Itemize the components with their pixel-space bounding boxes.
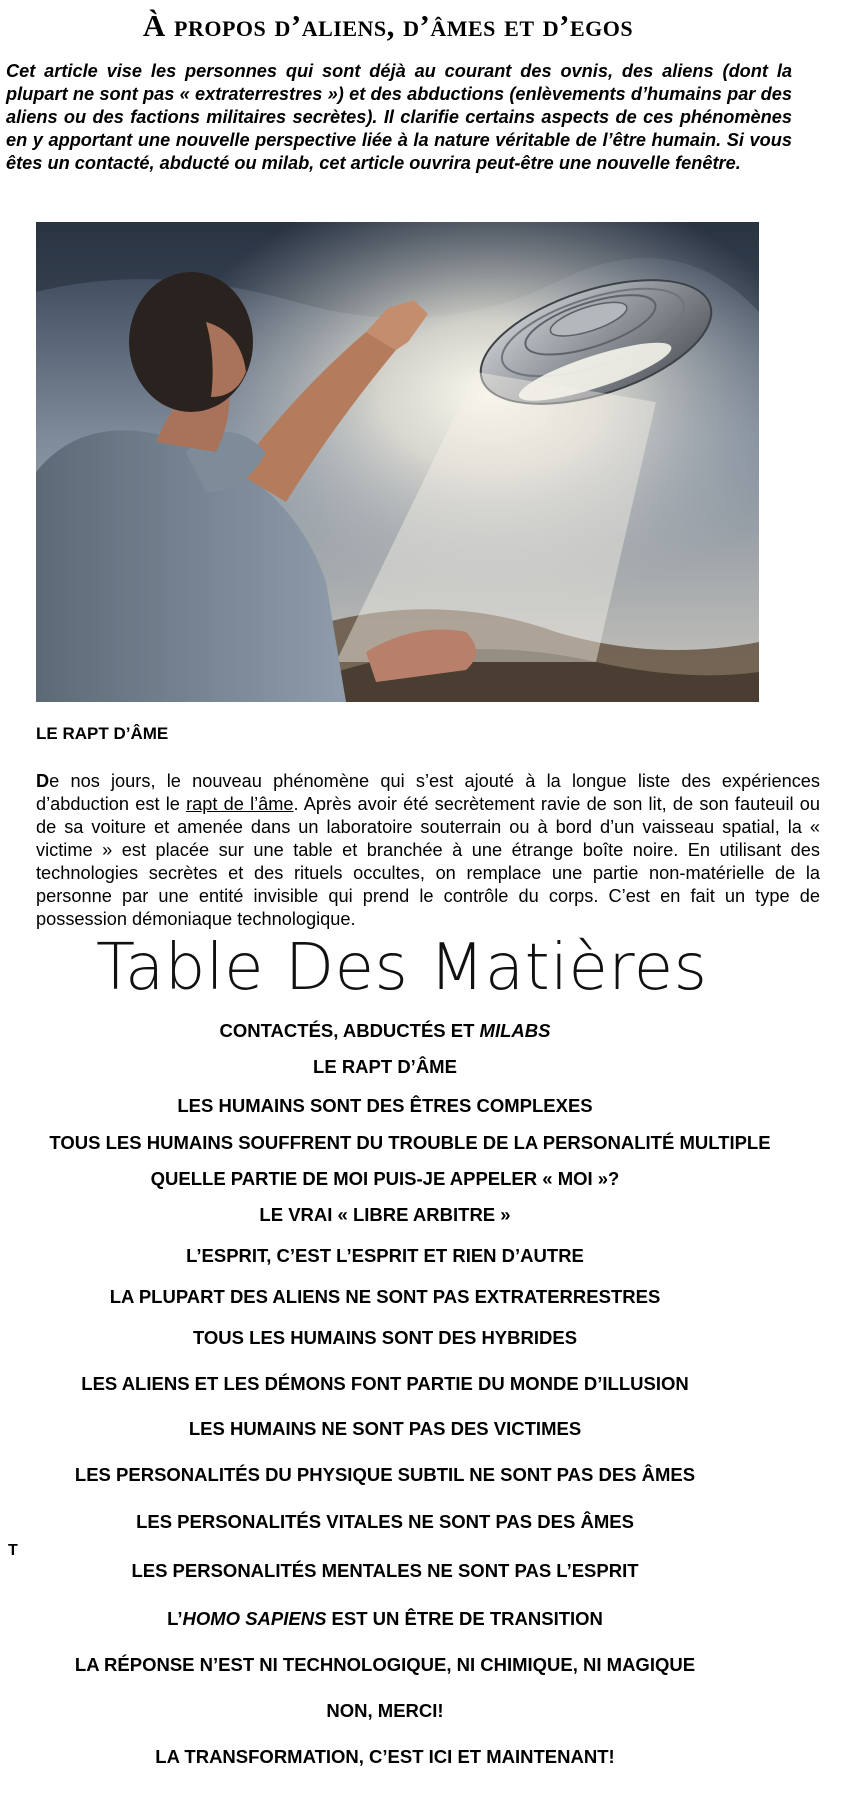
body-text-start: e nos jours, le nouveau phénomène qui s’est ajouté à la longue liste des expériences d’abduction est le <box>36 771 820 814</box>
article-title: À propos d’aliens, d’âmes et d’egos <box>142 8 634 43</box>
toc-item[interactable] <box>0 1700 770 1722</box>
toc-item[interactable] <box>0 1056 770 1078</box>
toc-item[interactable] <box>0 1095 770 1117</box>
toc-item[interactable] <box>0 1746 770 1768</box>
toc-item-emphasis: HOMO SAPIENS <box>182 1608 327 1629</box>
toc-item-text: TOUS LES HUMAINS SONT DES HYBRIDES <box>192 1327 578 1348</box>
section-heading: LE RAPT D’ÂME <box>36 724 169 743</box>
toc-item-text: LE VRAI « LIBRE ARBITRE » <box>259 1204 511 1225</box>
toc-item-text: QUELLE PARTIE DE MOI PUIS-JE APPELER « MOI »? <box>150 1168 620 1189</box>
toc-item[interactable] <box>0 1560 770 1582</box>
soul-abduction-link[interactable]: rapt de l’âme <box>186 794 294 814</box>
toc-item-text: NON, MERCI! <box>326 1700 444 1721</box>
toc-item-text: CONTACTÉS, ABDUCTÉS ET <box>219 1020 480 1041</box>
intro-paragraph: Cet article vise les personnes qui sont déjà au courant des ovnis, des aliens (dont la plupart ne sont pas « extraterrestres ») et des abductions (enlèvements d’humains par des aliens ou des factions militaires secrètes). Il clarifie certains aspects de ces phénomènes en y apportant une nouvelle perspective liée à la nature véritable de l’être humain. Si vous êtes un contacté, abducté ou milab, cet article ouvrira peut-être une nouvelle fenêtre. <box>6 61 792 173</box>
toc-item-text: LES HUMAINS NE SONT PAS DES VICTIMES <box>188 1418 582 1439</box>
section-body <box>36 770 820 931</box>
toc-item-text: LES PERSONALITÉS DU PHYSIQUE SUBTIL NE SONT PAS DES ÂMES <box>74 1464 696 1485</box>
toc-item[interactable] <box>0 1373 770 1395</box>
toc-item[interactable] <box>0 1168 770 1190</box>
toc-item-text: TOUS LES HUMAINS SOUFFRENT DU TROUBLE DE LA PERSONALITÉ MULTIPLE <box>49 1132 771 1153</box>
toc-item[interactable] <box>0 1511 770 1533</box>
stray-fragment: T <box>8 1542 18 1559</box>
toc-item-text: LES HUMAINS SONT DES ÊTRES COMPLEXES <box>177 1095 593 1116</box>
body-text-end: . Après avoir été secrètement ravie de son lit, de son fauteuil ou de sa voiture et amenée dans un laboratoire souterrain ou à bord d’un vaisseau spatial, la « victime » est placée sur une table et branchée à une étrange boîte noire. En utilisant des technologies secrètes et des rituels occultes, on remplace une partie non-matérielle de la personne par une entité invisible qui prend le contrôle du corps. C’est en fait un type de possession démoniaque technologique. <box>36 794 820 929</box>
toc-item[interactable] <box>0 1464 770 1486</box>
toc-item[interactable] <box>0 1020 770 1042</box>
dropcap-letter: D <box>36 771 50 791</box>
toc-item[interactable] <box>0 1245 770 1267</box>
hero-image-ufo-abduction <box>36 222 759 702</box>
toc-item[interactable] <box>0 1286 770 1308</box>
toc-item-text: LA RÉPONSE N’EST NI TECHNOLOGIQUE, NI CHIMIQUE, NI MAGIQUE <box>74 1654 696 1675</box>
toc-item[interactable] <box>0 1654 770 1676</box>
toc-item-text: LA PLUPART DES ALIENS NE SONT PAS EXTRATERRESTRES <box>109 1286 661 1307</box>
ufo-scene-illustration <box>36 222 759 702</box>
toc-item-text: LES PERSONALITÉS MENTALES NE SONT PAS L’ESPRIT <box>131 1560 639 1581</box>
toc-item-text: L’ <box>167 1608 183 1629</box>
toc-item[interactable] <box>0 1608 770 1630</box>
toc-item-text-end: EST UN ÊTRE DE TRANSITION <box>326 1608 603 1629</box>
toc-title: Table Des Matières <box>96 931 708 1005</box>
toc-item-text: LA TRANSFORMATION, C’EST ICI ET MAINTENANT! <box>155 1746 615 1767</box>
toc-item[interactable] <box>0 1327 770 1349</box>
toc-item-text: L’ESPRIT, C’EST L’ESPRIT ET RIEN D’AUTRE <box>186 1245 584 1266</box>
toc-item-emphasis: MILABS <box>479 1020 551 1041</box>
toc-item-text: LES ALIENS ET LES DÉMONS FONT PARTIE DU MONDE D’ILLUSION <box>81 1373 689 1394</box>
toc-item-text: LE RAPT D’ÂME <box>313 1056 457 1077</box>
toc-item-text: LES PERSONALITÉS VITALES NE SONT PAS DES ÂMES <box>136 1511 634 1532</box>
toc-item[interactable] <box>0 1418 770 1440</box>
toc-item[interactable] <box>0 1132 820 1154</box>
toc-item[interactable] <box>0 1204 770 1226</box>
